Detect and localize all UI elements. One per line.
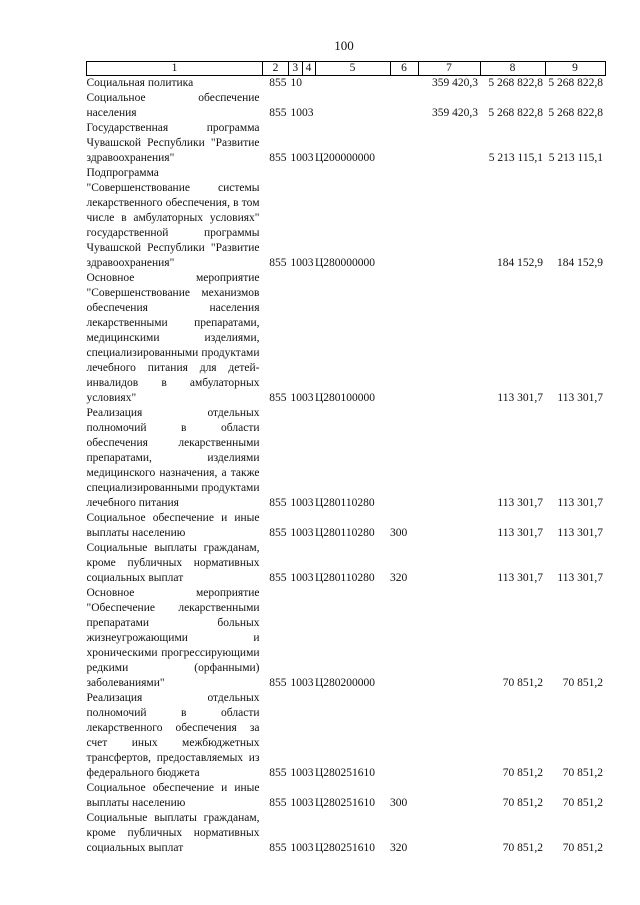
cell-amount-7: 359 420,3	[432, 77, 478, 89]
cell-admin-code: 855	[269, 152, 287, 164]
cell-target-article: Ц280100000	[315, 392, 376, 404]
cell-expense-type	[390, 271, 418, 406]
table-row	[87, 271, 606, 406]
table-row	[87, 811, 606, 856]
cell-target-article	[315, 76, 390, 92]
cell-amount-8: 70 851,2	[502, 767, 543, 779]
cell-amount-9: 113 301,7	[557, 527, 603, 539]
cell-amount-7	[418, 811, 480, 856]
cell-section: 10	[290, 152, 302, 164]
column-header-1: 1	[87, 62, 263, 76]
column-header-3: 3	[289, 62, 303, 76]
cell-amount-9: 184 152,9	[557, 257, 603, 269]
cell-expense-type: 300	[390, 797, 408, 809]
cell-admin-code: 855	[269, 77, 287, 89]
cell-name: Основное мероприятие "Совершенствование механизмов обеспечения населения лекарственными препаратами, медицинскими изделиями, специализированными продуктами лечебного питания для детей-инвалидов в амбулаторных условиях"	[86, 272, 260, 404]
cell-target-article: Ц200000000	[315, 152, 376, 164]
cell-name: Социальное обеспечение населения	[86, 92, 260, 119]
column-header-9: 9	[545, 62, 605, 76]
cell-target-article	[315, 91, 390, 121]
cell-admin-code: 855	[269, 107, 287, 119]
cell-section: 10	[290, 392, 302, 404]
cell-subsection: 03	[302, 767, 314, 779]
table-row	[87, 781, 606, 811]
column-header-4: 4	[302, 62, 315, 76]
page-number: 100	[334, 38, 354, 53]
cell-admin-code: 855	[269, 797, 287, 809]
cell-name: Социальное обеспечение и иные выплаты населению	[86, 512, 260, 539]
cell-subsection: 03	[302, 152, 314, 164]
cell-admin-code: 855	[269, 257, 287, 269]
cell-expense-type	[390, 76, 418, 92]
cell-target-article: Ц280200000	[315, 677, 376, 689]
cell-expense-type	[390, 91, 418, 121]
cell-amount-9: 70 851,2	[562, 842, 603, 854]
cell-amount-8: 5 268 822,8	[488, 77, 543, 89]
cell-amount-8: 70 851,2	[502, 677, 543, 689]
cell-subsection: 03	[302, 572, 314, 584]
cell-target-article: Ц280000000	[315, 257, 376, 269]
cell-amount-7	[418, 121, 480, 166]
cell-section: 10	[290, 797, 302, 809]
cell-name: Подпрограмма "Совершенствование системы лекарственного обеспечения, в том числе в амбулаторных условиях" государственной программы Чувашской Республики "Развитие здравоохранения"	[86, 167, 260, 269]
column-header-7: 7	[418, 62, 480, 76]
cell-target-article: Ц280251610	[315, 797, 376, 809]
cell-expense-type	[390, 691, 418, 781]
cell-amount-8: 70 851,2	[502, 797, 543, 809]
cell-amount-7	[418, 691, 480, 781]
cell-section: 10	[290, 767, 302, 779]
table-row	[87, 76, 606, 92]
cell-name: Реализация отдельных полномочий в области лекарственного обеспечения за счет иных межбюджетных трансфертов, предоставляемых из федерального бюджета	[86, 692, 260, 779]
cell-amount-7	[418, 541, 480, 586]
table-header-row	[87, 62, 606, 76]
cell-amount-8: 113 301,7	[497, 497, 543, 509]
cell-amount-9: 113 301,7	[557, 497, 603, 509]
column-header-8: 8	[480, 62, 545, 76]
cell-name: Социальная политика	[86, 77, 194, 89]
cell-amount-7	[418, 586, 480, 691]
cell-expense-type: 320	[390, 572, 408, 584]
cell-expense-type	[390, 586, 418, 691]
cell-amount-8: 113 301,7	[497, 572, 543, 584]
cell-subsection: 03	[302, 392, 314, 404]
cell-amount-7	[418, 166, 480, 271]
cell-amount-8: 70 851,2	[502, 842, 543, 854]
cell-section: 10	[290, 107, 302, 119]
column-header-5: 5	[315, 62, 390, 76]
cell-amount-7	[418, 511, 480, 541]
cell-amount-9: 70 851,2	[562, 797, 603, 809]
budget-table	[86, 61, 606, 856]
cell-target-article: Ц280110280	[315, 497, 375, 509]
cell-amount-8: 113 301,7	[497, 527, 543, 539]
cell-amount-7	[418, 271, 480, 406]
cell-amount-9: 70 851,2	[562, 677, 603, 689]
table-row	[87, 691, 606, 781]
cell-amount-8: 5 268 822,8	[488, 107, 543, 119]
cell-admin-code: 855	[269, 767, 287, 779]
cell-amount-7: 359 420,3	[432, 107, 478, 119]
cell-amount-9: 5 268 822,8	[548, 77, 603, 89]
cell-section: 10	[290, 77, 302, 89]
cell-name: Социальные выплаты гражданам, кроме публичных нормативных социальных выплат	[86, 542, 260, 584]
cell-subsection: 03	[302, 107, 314, 119]
cell-admin-code: 855	[269, 392, 287, 404]
cell-section: 10	[290, 572, 302, 584]
cell-subsection	[302, 76, 315, 92]
cell-amount-8: 184 152,9	[497, 257, 543, 269]
table-row	[87, 511, 606, 541]
cell-name: Основное мероприятие "Обеспечение лекарственными препаратами больных жизнеугрожающими и хроническими прогрессирующими редкими (орфанными) заболеваниями"	[86, 587, 260, 689]
cell-amount-8: 5 213 115,1	[488, 152, 543, 164]
column-header-6: 6	[390, 62, 418, 76]
column-header-2: 2	[263, 62, 289, 76]
cell-admin-code: 855	[269, 842, 287, 854]
cell-name: Социальные выплаты гражданам, кроме публичных нормативных социальных выплат	[86, 812, 260, 854]
cell-name: Социальное обеспечение и иные выплаты населению	[86, 782, 260, 809]
cell-amount-7	[418, 406, 480, 511]
cell-expense-type	[390, 406, 418, 511]
cell-target-article: Ц280110280	[315, 527, 375, 539]
cell-amount-9: 70 851,2	[562, 767, 603, 779]
cell-expense-type	[390, 166, 418, 271]
cell-admin-code: 855	[269, 677, 287, 689]
table-row	[87, 121, 606, 166]
cell-section: 10	[290, 257, 302, 269]
cell-admin-code: 855	[269, 572, 287, 584]
cell-section: 10	[290, 527, 302, 539]
cell-admin-code: 855	[269, 497, 287, 509]
cell-admin-code: 855	[269, 527, 287, 539]
cell-subsection: 03	[302, 257, 314, 269]
cell-subsection: 03	[302, 527, 314, 539]
cell-name: Государственная программа Чувашской Республики "Развитие здравоохранения"	[86, 122, 260, 164]
cell-amount-8: 113 301,7	[497, 392, 543, 404]
table-row	[87, 166, 606, 271]
table-row	[87, 91, 606, 121]
cell-subsection: 03	[302, 497, 314, 509]
cell-amount-9: 113 301,7	[557, 392, 603, 404]
cell-section: 10	[290, 842, 302, 854]
table-body	[87, 76, 606, 857]
cell-expense-type: 320	[390, 842, 408, 854]
table-row	[87, 406, 606, 511]
cell-section: 10	[290, 497, 302, 509]
cell-section: 10	[290, 677, 302, 689]
cell-amount-9: 113 301,7	[557, 572, 603, 584]
table-row	[87, 586, 606, 691]
cell-target-article: Ц280251610	[315, 842, 376, 854]
cell-expense-type: 300	[390, 527, 408, 539]
table-row	[87, 541, 606, 586]
cell-amount-9: 5 213 115,1	[548, 152, 603, 164]
cell-subsection: 03	[302, 842, 314, 854]
cell-target-article: Ц280251610	[315, 767, 376, 779]
cell-subsection: 03	[302, 677, 314, 689]
cell-name: Реализация отдельных полномочий в области обеспечения лекарственными препаратами, изделиями медицинского назначения, а также специализированными продуктами лечебного питания	[86, 407, 260, 509]
cell-amount-9: 5 268 822,8	[548, 107, 603, 119]
cell-amount-7	[418, 781, 480, 811]
cell-subsection: 03	[302, 797, 314, 809]
cell-expense-type	[390, 121, 418, 166]
cell-target-article: Ц280110280	[315, 572, 375, 584]
